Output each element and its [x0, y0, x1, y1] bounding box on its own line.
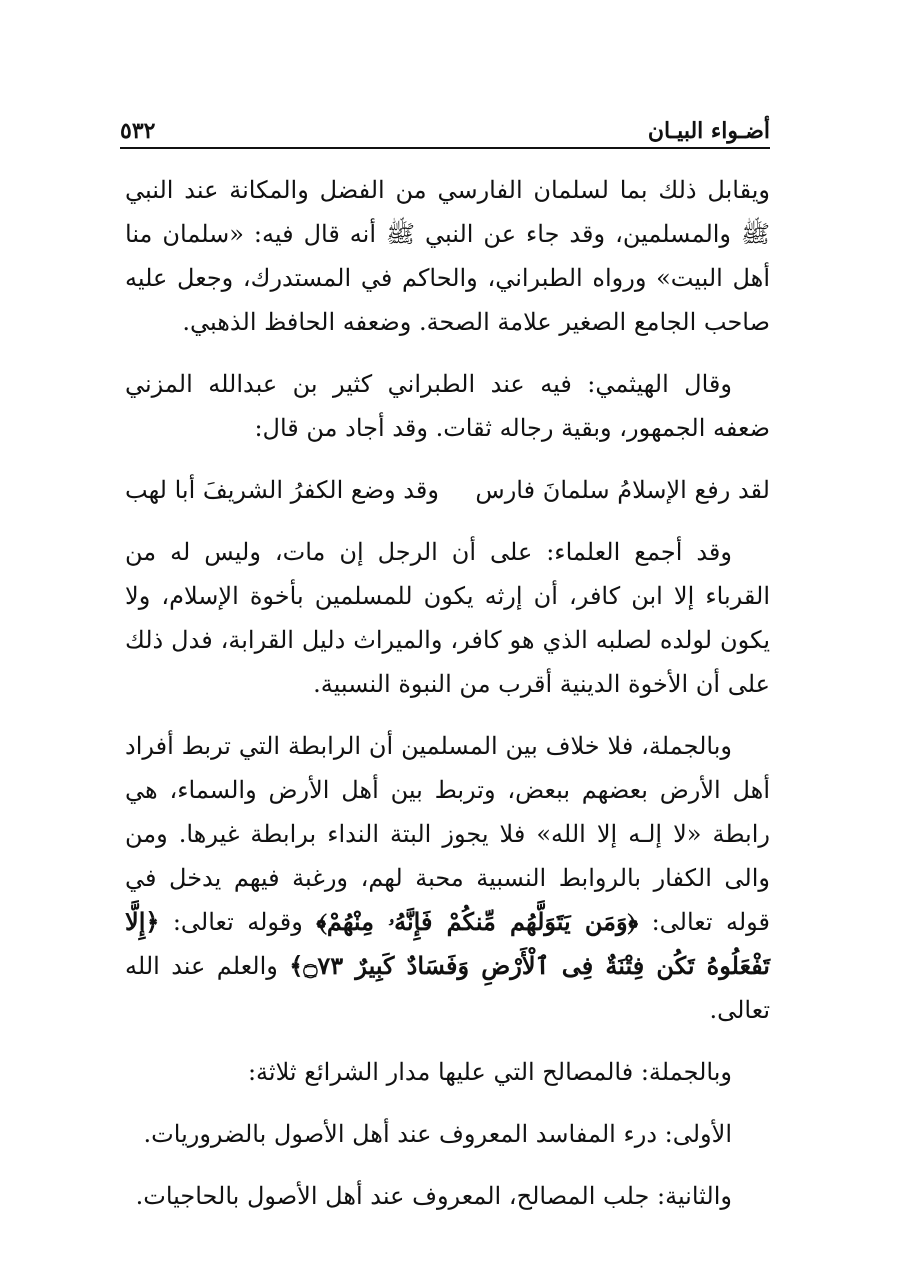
running-header [120, 108, 770, 144]
wabil-jumla-text-1: وبالجملة، فلا خلاف بين المسلمين أن الرابطة التي تربط أفراد أهل الأرض بعضهم ببعض، وتربط بين أهل الأرض والسماء، هي رابطة «لا إلـه إلا الله» فلا يجوز البتة النداء برابطة غيرها. ومن والى الكفار بالروابط النسبية محبة لهم، ورغبة فيهم يدخل في قوله تعالى: [125, 732, 770, 936]
poetry-verse [125, 468, 770, 512]
paragraph-second: والثانية: جلب المصالح، المعروف عند أهل الأصول بالحاجيات. [135, 1182, 732, 1210]
verse-second-hemistich: وقد وضع الكفرُ الشريفَ أبا لهب [125, 476, 439, 504]
book-title: أضـواء البيـان [647, 118, 770, 144]
paragraph-salman: ويقابل ذلك بما لسلمان الفارسي من الفضل والمكانة عند النبي ﷺ والمسلمين، وقد جاء عن النبي ﷺ أنه قال فيه: «سلمان منا أهل البيت» ورواه الطبراني، والحاكم في المستدرك، وجعل عليه صاحب الجامع الصغير علامة الصحة. وضعفه الحافظ الذهبي. [125, 176, 770, 336]
page-body [125, 168, 770, 1236]
paragraph-haythami: وقال الهيثمي: فيه عند الطبراني كثير بن عبدالله المزني ضعفه الجمهور، وبقية رجاله ثقات. وقد أجاد من قال: [125, 370, 770, 442]
quran-verse-2: ﴿إِلَّا تَفْعَلُوهُ تَكُن فِتْنَةٌ فِى ٱلْأَرْضِ وَفَسَادٌ كَبِيرٌ ۝٧٣﴾ [125, 907, 770, 980]
paragraph-inheritance: وقد أجمع العلماء: على أن الرجل إن مات، وليس له من القرباء إلا ابن كافر، أن إرثه يكون للمسلمين بأخوة الإسلام، ولا يكون لولده لصلبه الذي هو كافر، والميراث دليل القرابة، فدل ذلك على أن الأخوة الدينية أقرب من النبوة النسبية. [125, 538, 771, 698]
wabil-jumla-text-2: وقوله تعالى: [172, 908, 303, 936]
wabil-jumla-text-3: والعلم عند الله تعالى. [125, 952, 770, 1024]
page-number: ٥٣٢ [120, 118, 156, 144]
paragraph-wabil-jumla [125, 724, 770, 1032]
verse-first-hemistich: لقد رفع الإسلامُ سلمانَ فارس [475, 476, 770, 504]
quran-verse-1: ﴿وَمَن يَتَوَلَّهُم مِّنكُمْ فَإِنَّهُۥ مِنْهُمْ﴾ [316, 907, 639, 936]
paragraph-first: الأولى: درء المفاسد المعروف عند أهل الأصول بالضروريات. [143, 1120, 732, 1148]
paragraph-masalih: وبالجملة: فالمصالح التي عليها مدار الشرائع ثلاثة: [247, 1058, 732, 1086]
header-rule [120, 147, 770, 149]
